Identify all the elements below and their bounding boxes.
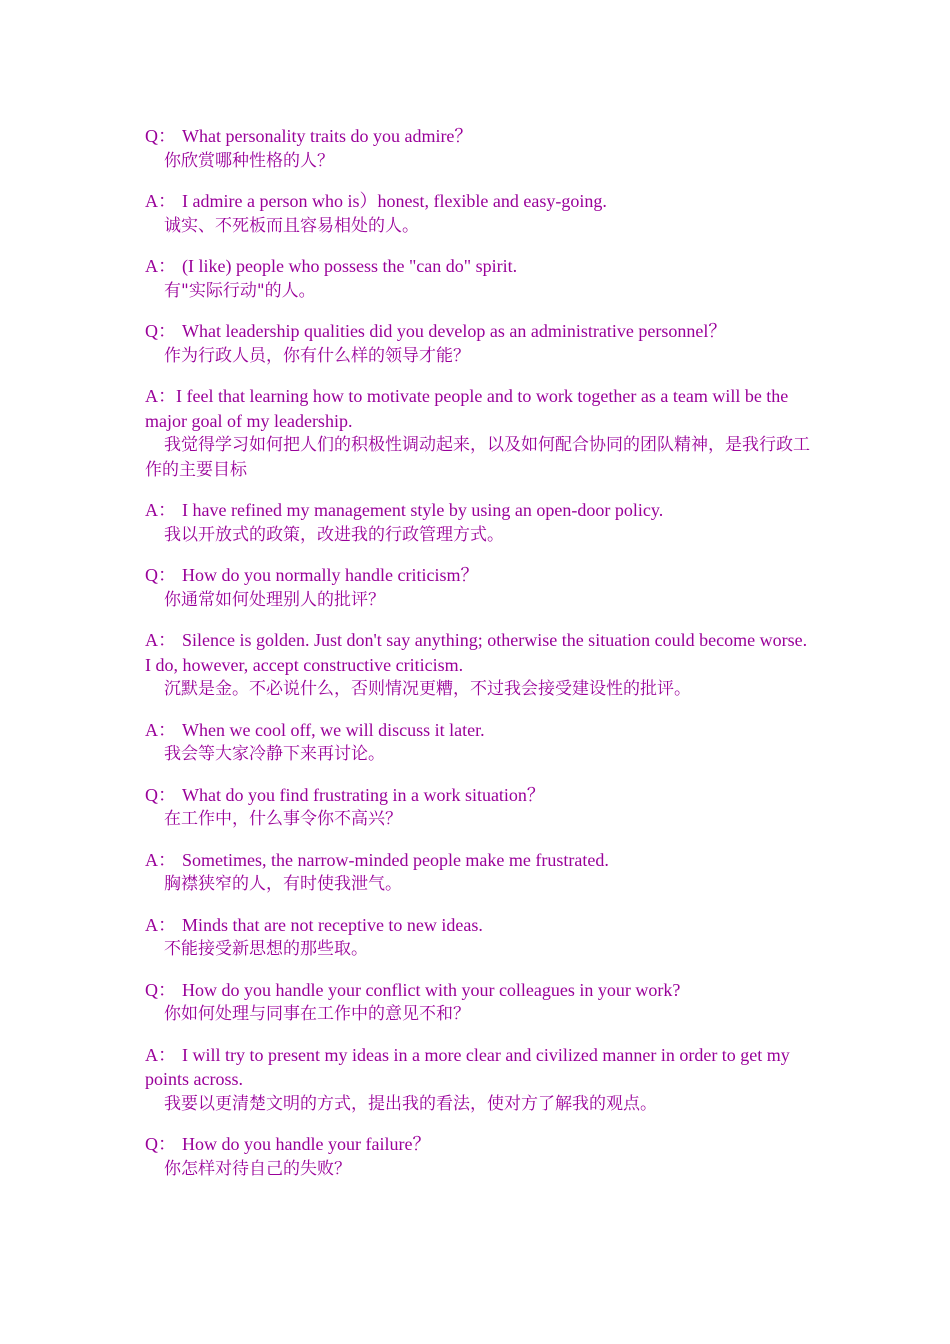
answer-label: A： [145,1044,176,1065]
answer-label: A： [145,500,176,520]
answer-chinese: 我觉得学习如何把人们的积极性调动起来，以及如何配合协同的团队精神，是我行政工作的主要目标 [145,435,810,480]
qa-item-8 [145,628,815,702]
question-english [145,563,815,588]
qa-item-14 [145,1043,815,1117]
question-english [145,1132,815,1157]
answer-chinese: 沉默是金。不必说什么，否则情况更糟，不过我会接受建设性的批评。 [164,679,691,699]
qa-item-11 [145,848,815,897]
question-chinese: 你如何处理与同事在工作中的意见不和？ [164,1004,470,1024]
qa-item-2 [145,189,815,238]
answer-text: (I like) people who possess the "can do" spirit. [182,256,518,276]
answer-label: A： [145,914,176,935]
qa-item-9 [145,718,815,767]
answer-english [145,189,815,214]
question-english [145,978,815,1003]
answer-text: Minds that are not receptive to new ideas. [182,914,483,935]
answer-label: A： [145,386,176,406]
answer-chinese: 诚实、不死板而且容易相处的人。 [164,215,419,236]
answer-english [145,848,815,873]
answer-label: A： [145,849,176,870]
answer-chinese: 我会等大家冷静下来再讨论。 [164,744,385,764]
question-text: What do you find frustrating in a work situation？ [182,784,545,805]
answer-english [145,1043,815,1092]
answer-english [145,718,815,743]
question-text: What leadership qualities did you develop as an administrative personnel？ [182,321,727,341]
answer-english [145,913,815,938]
answer-chinese: 我以开放式的政策，改进我的行政管理方式。 [164,524,504,545]
question-chinese: 作为行政人员，你有什么样的领导才能？ [164,345,470,366]
question-label: Q： [145,784,176,805]
qa-item-4 [145,319,815,368]
qa-item-6 [145,498,815,547]
question-label: Q： [145,126,176,146]
answer-text: I will try to present my ideas in a more clear and civilized manner in order to get my points across. [145,1044,790,1089]
question-chinese: 你通常如何处理别人的批评？ [164,589,385,610]
answer-english [145,628,815,677]
answer-text: Sometimes, the narrow-minded people make me frustrated. [182,849,609,870]
answer-chinese: 不能接受新思想的那些取。 [164,939,368,959]
answer-text: I admire a person who is）honest, flexible and easy-going. [182,191,607,211]
qa-item-3 [145,254,815,303]
answer-english [145,498,815,523]
document-body [145,124,815,1197]
question-label: Q： [145,1134,176,1154]
question-english [145,783,815,808]
answer-label: A： [145,191,176,211]
question-chinese: 你欣赏哪种性格的人？ [164,150,334,171]
answer-chinese: 有"实际行动"的人。 [164,280,316,301]
answer-text: When we cool off, we will discuss it later. [182,719,485,740]
answer-chinese: 胸襟狭窄的人，有时使我泄气。 [164,874,402,894]
question-english [145,319,815,344]
qa-item-15 [145,1132,815,1181]
qa-item-1 [145,124,815,173]
question-label: Q： [145,565,176,585]
answer-chinese: 我要以更清楚文明的方式，提出我的看法，使对方了解我的观点。 [164,1093,657,1114]
answer-text: Silence is golden. Just don't say anything; otherwise the situation could become worse. I do, however, accept constructive criticism. [145,630,808,675]
answer-english [145,254,815,279]
qa-item-12 [145,913,815,962]
question-text: What personality traits do you admire？ [182,126,473,146]
question-label: Q： [145,321,176,341]
qa-item-10 [145,783,815,832]
qa-item-5 [145,384,815,482]
question-text: How do you handle your failure？ [182,1134,431,1154]
answer-label: A： [145,256,176,276]
answer-label: A： [145,719,176,740]
qa-item-13 [145,978,815,1027]
answer-text: I have refined my management style by using an open-door policy. [182,500,664,520]
answer-english [145,384,815,433]
question-english [145,124,815,149]
qa-item-7 [145,563,815,612]
question-chinese: 你怎样对待自己的失败？ [164,1158,351,1179]
question-text: How do you handle your conflict with your colleagues in your work? [182,979,681,1000]
answer-label: A： [145,630,176,650]
answer-text: I feel that learning how to motivate people and to work together as a team will be the major goal of my leadership. [145,386,789,431]
question-label: Q： [145,979,176,1000]
question-chinese: 在工作中，什么事令你不高兴？ [164,809,402,829]
question-text: How do you normally handle criticism？ [182,565,479,585]
